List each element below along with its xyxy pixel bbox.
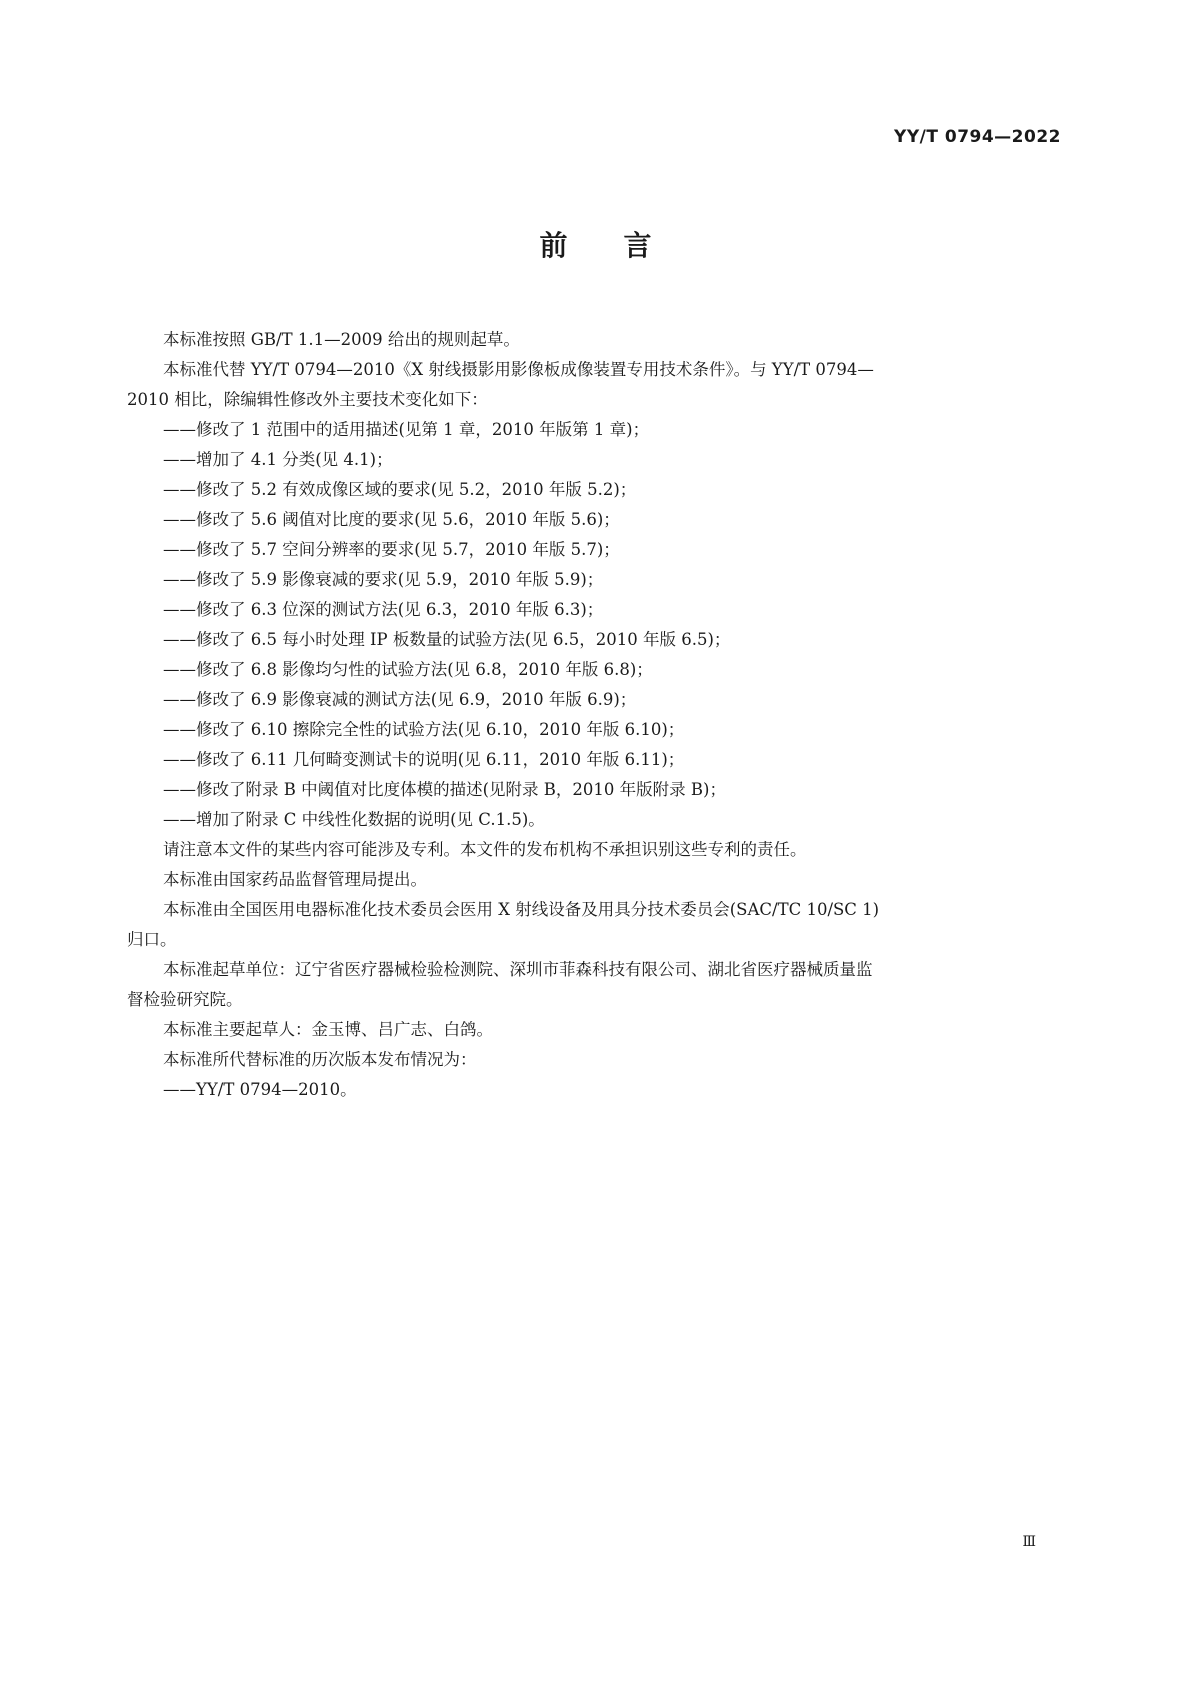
paragraph-replacement-line-2: 2010 相比，除编辑性修改外主要技术变化如下： <box>127 390 488 409</box>
document-body <box>127 325 1062 1105</box>
history-item: ——YY/T 0794—2010。 <box>163 1080 357 1099</box>
paragraph-drafting-rules: 本标准按照 GB/T 1.1—2009 给出的规则起草。 <box>163 330 520 349</box>
document-code: YY/T 0794—2022 <box>894 127 1061 147</box>
paragraph-replacement-line-1: 本标准代替 YY/T 0794—2010《X 射线摄影用影像板成像装置专用技术条件》。与 YY/T 0794— <box>163 360 874 379</box>
change-item: ——修改了 5.7 空间分辨率的要求(见 5.7，2010 年版 5.7)； <box>163 540 620 559</box>
change-item: ——修改了 6.9 影像衰减的测试方法(见 6.9，2010 年版 6.9)； <box>163 690 637 709</box>
change-item: ——修改了 6.5 每小时处理 IP 板数量的试验方法(见 6.5，2010 年版 6.5)； <box>163 630 731 649</box>
paragraph-history: 本标准所代替标准的历次版本发布情况为： <box>163 1050 477 1069</box>
paragraph-drafting-units-line-1: 本标准起草单位：辽宁省医疗器械检验检测院、深圳市菲森科技有限公司、湖北省医疗器械质量监 <box>163 960 873 979</box>
change-item: ——修改了附录 B 中阈值对比度体模的描述(见附录 B，2010 年版附录 B)； <box>163 780 726 799</box>
change-item: ——修改了 6.3 位深的测试方法(见 6.3，2010 年版 6.3)； <box>163 600 604 619</box>
change-item: ——增加了 4.1 分类(见 4.1)； <box>163 450 393 469</box>
change-item: ——增加了附录 C 中线性化数据的说明(见 C.1.5)。 <box>163 810 545 829</box>
paragraph-committee-line-1: 本标准由全国医用电器标准化技术委员会医用 X 射线设备及用具分技术委员会(SAC/TC 10/SC 1) <box>163 900 880 919</box>
paragraph-committee-line-2: 归口。 <box>127 930 177 949</box>
change-item: ——修改了 6.11 几何畸变测试卡的说明(见 6.11，2010 年版 6.11)； <box>163 750 685 769</box>
paragraph-patent-notice: 请注意本文件的某些内容可能涉及专利。本文件的发布机构不承担识别这些专利的责任。 <box>163 840 807 859</box>
paragraph-drafting-units-line-2: 督检验研究院。 <box>127 990 243 1009</box>
change-item: ——修改了 6.10 擦除完全性的试验方法(见 6.10，2010 年版 6.10)； <box>163 720 685 739</box>
page-number: Ⅲ <box>1022 1534 1036 1550</box>
title-char-2: 言 <box>623 229 652 262</box>
change-item: ——修改了 5.6 阈值对比度的要求(见 5.6，2010 年版 5.6)； <box>163 510 620 529</box>
change-item: ——修改了 6.8 影像均匀性的试验方法(见 6.8，2010 年版 6.8)； <box>163 660 653 679</box>
page-title <box>0 224 1191 264</box>
change-item: ——修改了 1 范围中的适用描述(见第 1 章，2010 年版第 1 章)； <box>163 420 650 439</box>
title-char-1: 前 <box>539 229 568 262</box>
paragraph-drafters: 本标准主要起草人：金玉博、吕广志、白鸽。 <box>163 1020 493 1039</box>
paragraph-proposer: 本标准由国家药品监督管理局提出。 <box>163 870 427 889</box>
change-item: ——修改了 5.9 影像衰减的要求(见 5.9，2010 年版 5.9)； <box>163 570 604 589</box>
change-item: ——修改了 5.2 有效成像区域的要求(见 5.2，2010 年版 5.2)； <box>163 480 637 499</box>
